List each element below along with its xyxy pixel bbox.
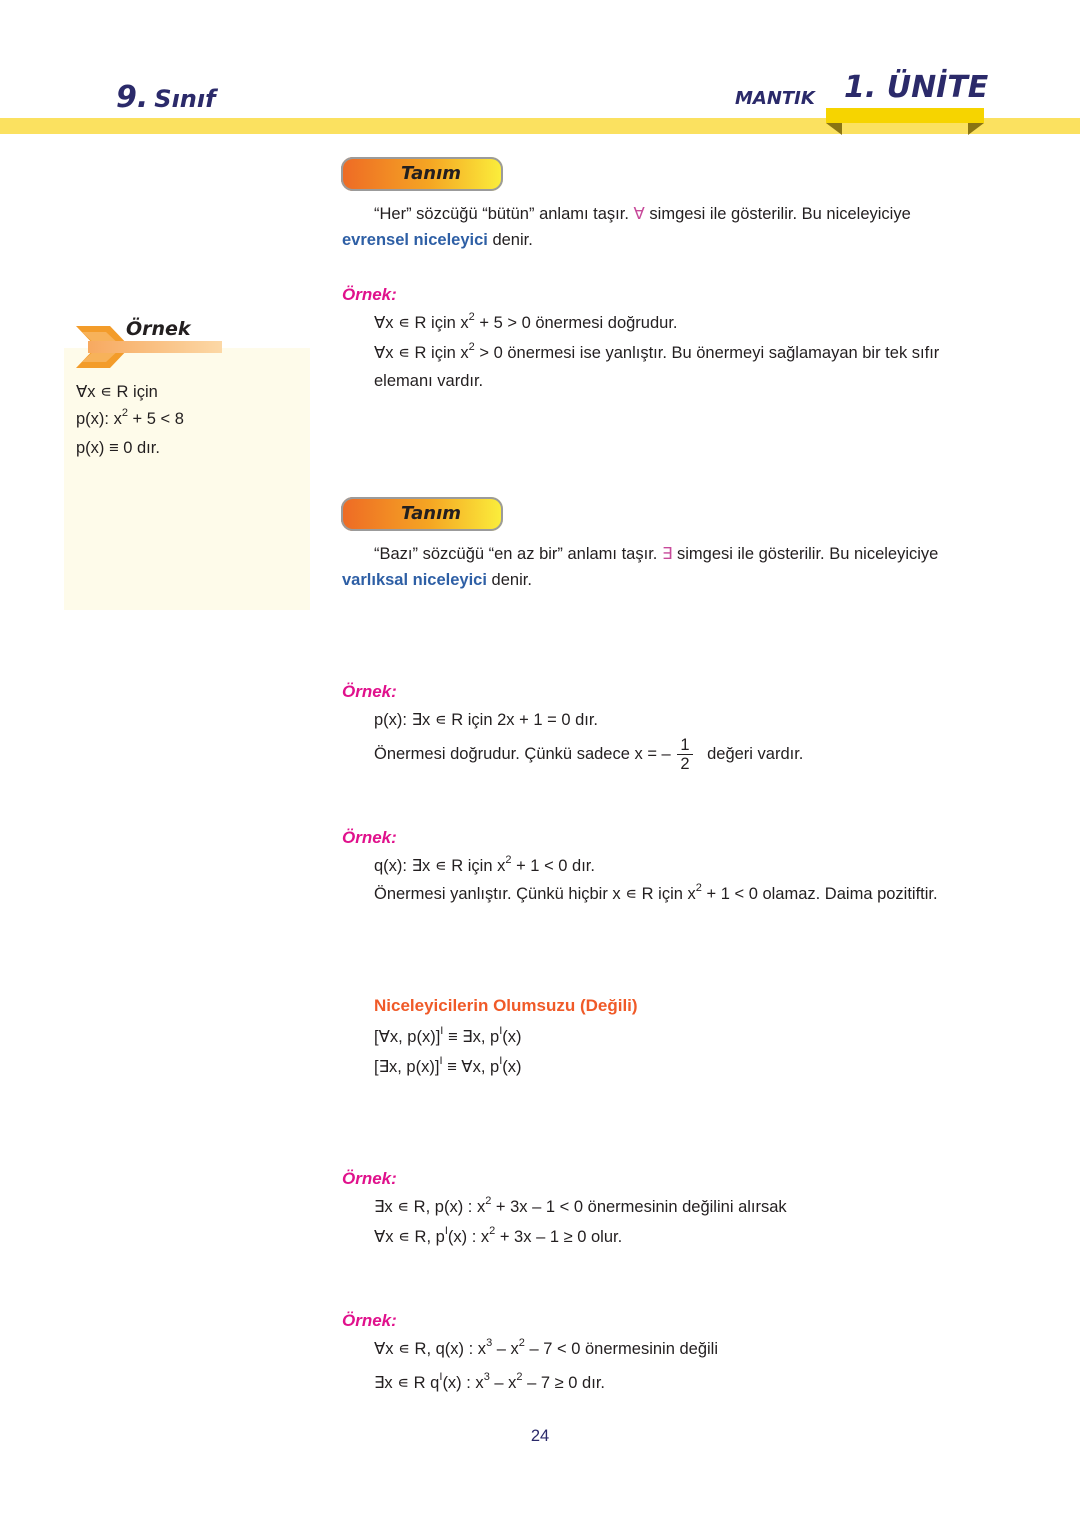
- example-label: Örnek:: [342, 682, 397, 701]
- example-line: elemanı vardır.: [374, 372, 484, 390]
- example-line: Önermesi doğrudur. Çünkü sadece x = – $\frac{1}{2}$ değeri vardır.: [374, 736, 804, 773]
- example-line: ∃x ∊ R, p(x) : $x^2 + 3x - 1 < 0$ önermesinin değilini alırsak: [374, 1194, 787, 1216]
- exists-symbol: ∃: [661, 545, 673, 563]
- unit-label: 1. ÜNİTE: [844, 70, 989, 105]
- tanim-badge-label: Tanım: [400, 163, 462, 184]
- negation-line: [∃x, p(x)]$^I$ ≡ ∀x, $p^I(x)$: [374, 1054, 522, 1076]
- tanim-paragraph: “Bazı” sözcüğü “en az bir” anlamı taşır. ∃ simgesi ile gösterilir. Bu niceleyiciye varlıksal niceleyici denir.: [342, 545, 939, 589]
- example-line: p(x): ∃x ∊ R için 2x + 1 = 0 dır.: [374, 711, 599, 729]
- section-title: Niceleyicilerin Olumsuzu (Değili): [374, 996, 638, 1015]
- example-line: ∃x ∊ R $q^I(x)$ : $x^3 - x^2 - 7 \ge 0$ dır.: [374, 1370, 605, 1392]
- unit-tab: [826, 108, 984, 123]
- example-label: Örnek:: [342, 828, 397, 847]
- unit-tab-fold-left: [826, 123, 842, 135]
- fraction: $\frac{1}{2}$: [677, 736, 692, 773]
- term-evrensel: evrensel niceleyici: [342, 231, 488, 249]
- topic-label: MANTIK: [735, 88, 815, 109]
- example-label: Örnek:: [342, 1169, 397, 1188]
- sidebar-line: ∀x ∊ R için: [76, 383, 158, 401]
- page-number: 24: [530, 1427, 550, 1445]
- example-line: q(x): ∃x ∊ R için $x^2 + 1 < 0$ dır.: [374, 853, 595, 875]
- example-line: ∀x ∊ R için $x^2 + 5 > 0$ önermesi doğrudur.: [374, 310, 678, 332]
- sidebar-stripe: [88, 341, 222, 353]
- example-label: Örnek:: [342, 285, 397, 304]
- tanim-badge-label: Tanım: [400, 503, 462, 524]
- sidebar-line: p(x): $x^2 + 5 < 8$: [76, 406, 184, 428]
- grade-label: 9. Sınıf: [116, 80, 216, 115]
- example-line: ∀x ∊ R, q(x) : $x^3 - x^2 - 7 < 0$ önermesinin değili: [374, 1336, 718, 1358]
- example-line: ∀x ∊ R için $x^2 > 0$ önermesi ise yanlıştır. Bu önermeyi sağlamayan bir tek sıfır: [374, 340, 940, 362]
- term-varliksal: varlıksal niceleyici: [342, 571, 487, 589]
- example-label: Örnek:: [342, 1311, 397, 1330]
- tanim-paragraph: “Her” sözcüğü “bütün” anlamı taşır. ∀ simgesi ile gösterilir. Bu niceleyiciye evrensel niceleyici denir.: [342, 205, 911, 249]
- unit-tab-fold-right: [968, 123, 984, 135]
- sidebar-title: Örnek: [126, 318, 191, 340]
- example-line: Önermesi yanlıştır. Çünkü hiçbir x ∊ R için $x^2 + 1 < 0$ olamaz. Daima pozitiftir.: [374, 881, 938, 903]
- sidebar-line: p(x) ≡ 0 dır.: [76, 439, 160, 457]
- forall-symbol: ∀: [633, 205, 645, 223]
- example-line: ∀x ∊ R, $p^I(x)$ : $x^2 + 3x - 1 \ge 0$ olur.: [374, 1224, 623, 1246]
- negation-line: [∀x, p(x)]$^I$ ≡ ∃x, $p^I(x)$: [374, 1024, 522, 1046]
